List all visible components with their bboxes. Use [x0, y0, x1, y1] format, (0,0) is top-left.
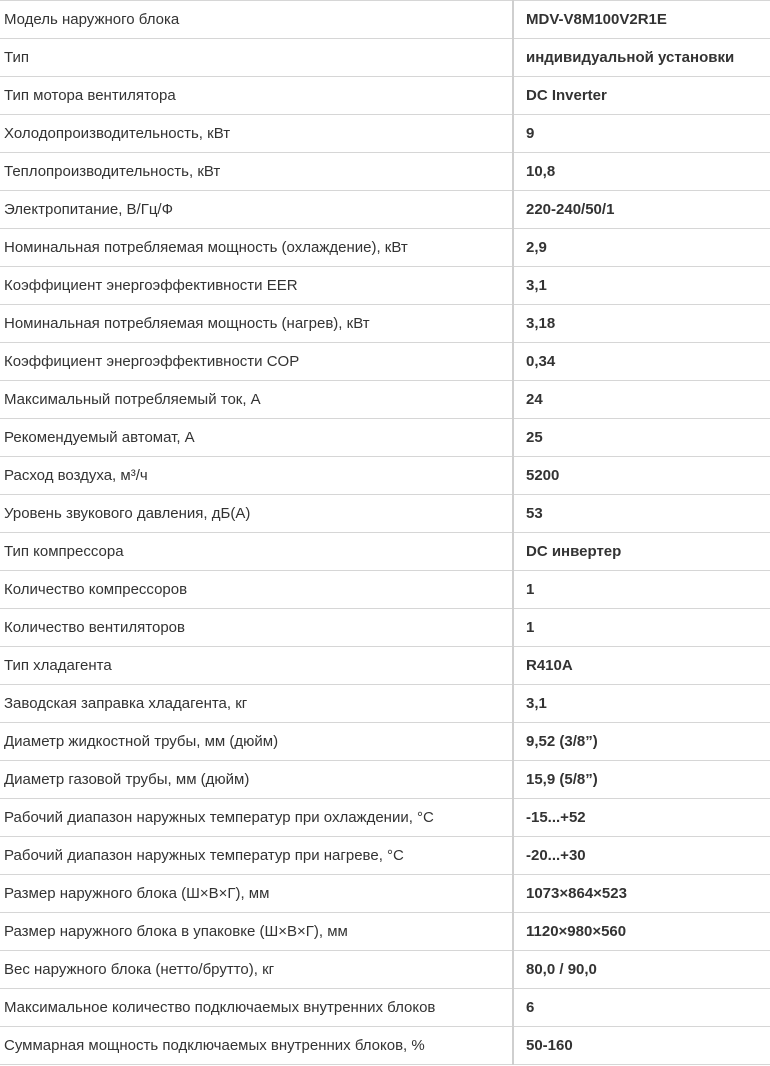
spec-label: Уровень звукового давления, дБ(А)	[0, 495, 513, 533]
spec-label: Холодопроизводительность, кВт	[0, 115, 513, 153]
spec-label: Коэффициент энергоэффективности EER	[0, 267, 513, 305]
spec-row	[0, 837, 770, 875]
spec-row	[0, 343, 770, 381]
spec-row	[0, 685, 770, 723]
spec-value: 53	[513, 495, 770, 533]
spec-label: Тип мотора вентилятора	[0, 77, 513, 115]
spec-row	[0, 305, 770, 343]
spec-label: Диаметр жидкостной трубы, мм (дюйм)	[0, 723, 513, 761]
spec-label: Номинальная потребляемая мощность (охлаждение), кВт	[0, 229, 513, 267]
spec-value: 25	[513, 419, 770, 457]
spec-label: Максимальный потребляемый ток, А	[0, 381, 513, 419]
spec-label: Вес наружного блока (нетто/брутто), кг	[0, 951, 513, 989]
spec-row	[0, 419, 770, 457]
spec-label: Расход воздуха, м³/ч	[0, 457, 513, 495]
spec-value: 24	[513, 381, 770, 419]
spec-label: Заводская заправка хладагента, кг	[0, 685, 513, 723]
spec-label: Диаметр газовой трубы, мм (дюйм)	[0, 761, 513, 799]
spec-value: 1073×864×523	[513, 875, 770, 913]
spec-value: R410A	[513, 647, 770, 685]
spec-value: 3,1	[513, 685, 770, 723]
spec-value: MDV-V8M100V2R1E	[513, 1, 770, 39]
spec-row	[0, 457, 770, 495]
spec-label: Номинальная потребляемая мощность (нагрев), кВт	[0, 305, 513, 343]
spec-label: Максимальное количество подключаемых внутренних блоков	[0, 989, 513, 1027]
spec-row	[0, 571, 770, 609]
spec-value: 220-240/50/1	[513, 191, 770, 229]
spec-label: Модель наружного блока	[0, 1, 513, 39]
spec-value: 9,52 (3/8”)	[513, 723, 770, 761]
spec-row	[0, 609, 770, 647]
spec-row	[0, 761, 770, 799]
spec-row	[0, 229, 770, 267]
spec-row	[0, 989, 770, 1027]
spec-label: Количество компрессоров	[0, 571, 513, 609]
spec-label: Количество вентиляторов	[0, 609, 513, 647]
spec-value: 1	[513, 571, 770, 609]
spec-row	[0, 875, 770, 913]
spec-row	[0, 115, 770, 153]
spec-value: -15...+52	[513, 799, 770, 837]
spec-row	[0, 267, 770, 305]
spec-value: 10,8	[513, 153, 770, 191]
specifications-table-body	[0, 1, 770, 1065]
spec-row	[0, 1027, 770, 1065]
spec-label: Рабочий диапазон наружных температур при нагреве, °С	[0, 837, 513, 875]
spec-label: Электропитание, В/Гц/Ф	[0, 191, 513, 229]
spec-label: Размер наружного блока (Ш×В×Г), мм	[0, 875, 513, 913]
spec-label: Коэффициент энергоэффективности COP	[0, 343, 513, 381]
spec-label: Рекомендуемый автомат, А	[0, 419, 513, 457]
spec-row	[0, 191, 770, 229]
spec-value: 2,9	[513, 229, 770, 267]
spec-row	[0, 951, 770, 989]
spec-value: 1	[513, 609, 770, 647]
spec-row	[0, 723, 770, 761]
spec-row	[0, 77, 770, 115]
spec-row	[0, 39, 770, 77]
spec-value: индивидуальной установки	[513, 39, 770, 77]
spec-label: Суммарная мощность подключаемых внутренних блоков, %	[0, 1027, 513, 1065]
spec-value: 3,18	[513, 305, 770, 343]
spec-value: 1120×980×560	[513, 913, 770, 951]
spec-row	[0, 153, 770, 191]
spec-label: Рабочий диапазон наружных температур при охлаждении, °С	[0, 799, 513, 837]
spec-label: Теплопроизводительность, кВт	[0, 153, 513, 191]
spec-value: 80,0 / 90,0	[513, 951, 770, 989]
spec-value: 6	[513, 989, 770, 1027]
spec-row	[0, 647, 770, 685]
spec-row	[0, 1, 770, 39]
spec-value: 3,1	[513, 267, 770, 305]
spec-value: 5200	[513, 457, 770, 495]
spec-row	[0, 799, 770, 837]
spec-row	[0, 913, 770, 951]
spec-label: Размер наружного блока в упаковке (Ш×В×Г), мм	[0, 913, 513, 951]
spec-value: -20...+30	[513, 837, 770, 875]
spec-label: Тип хладагента	[0, 647, 513, 685]
spec-row	[0, 381, 770, 419]
spec-value: DC инвертер	[513, 533, 770, 571]
spec-row	[0, 533, 770, 571]
spec-value: 9	[513, 115, 770, 153]
spec-label: Тип	[0, 39, 513, 77]
spec-value: 15,9 (5/8”)	[513, 761, 770, 799]
spec-value: 50-160	[513, 1027, 770, 1065]
spec-row	[0, 495, 770, 533]
spec-label: Тип компрессора	[0, 533, 513, 571]
spec-value: DC Inverter	[513, 77, 770, 115]
spec-value: 0,34	[513, 343, 770, 381]
